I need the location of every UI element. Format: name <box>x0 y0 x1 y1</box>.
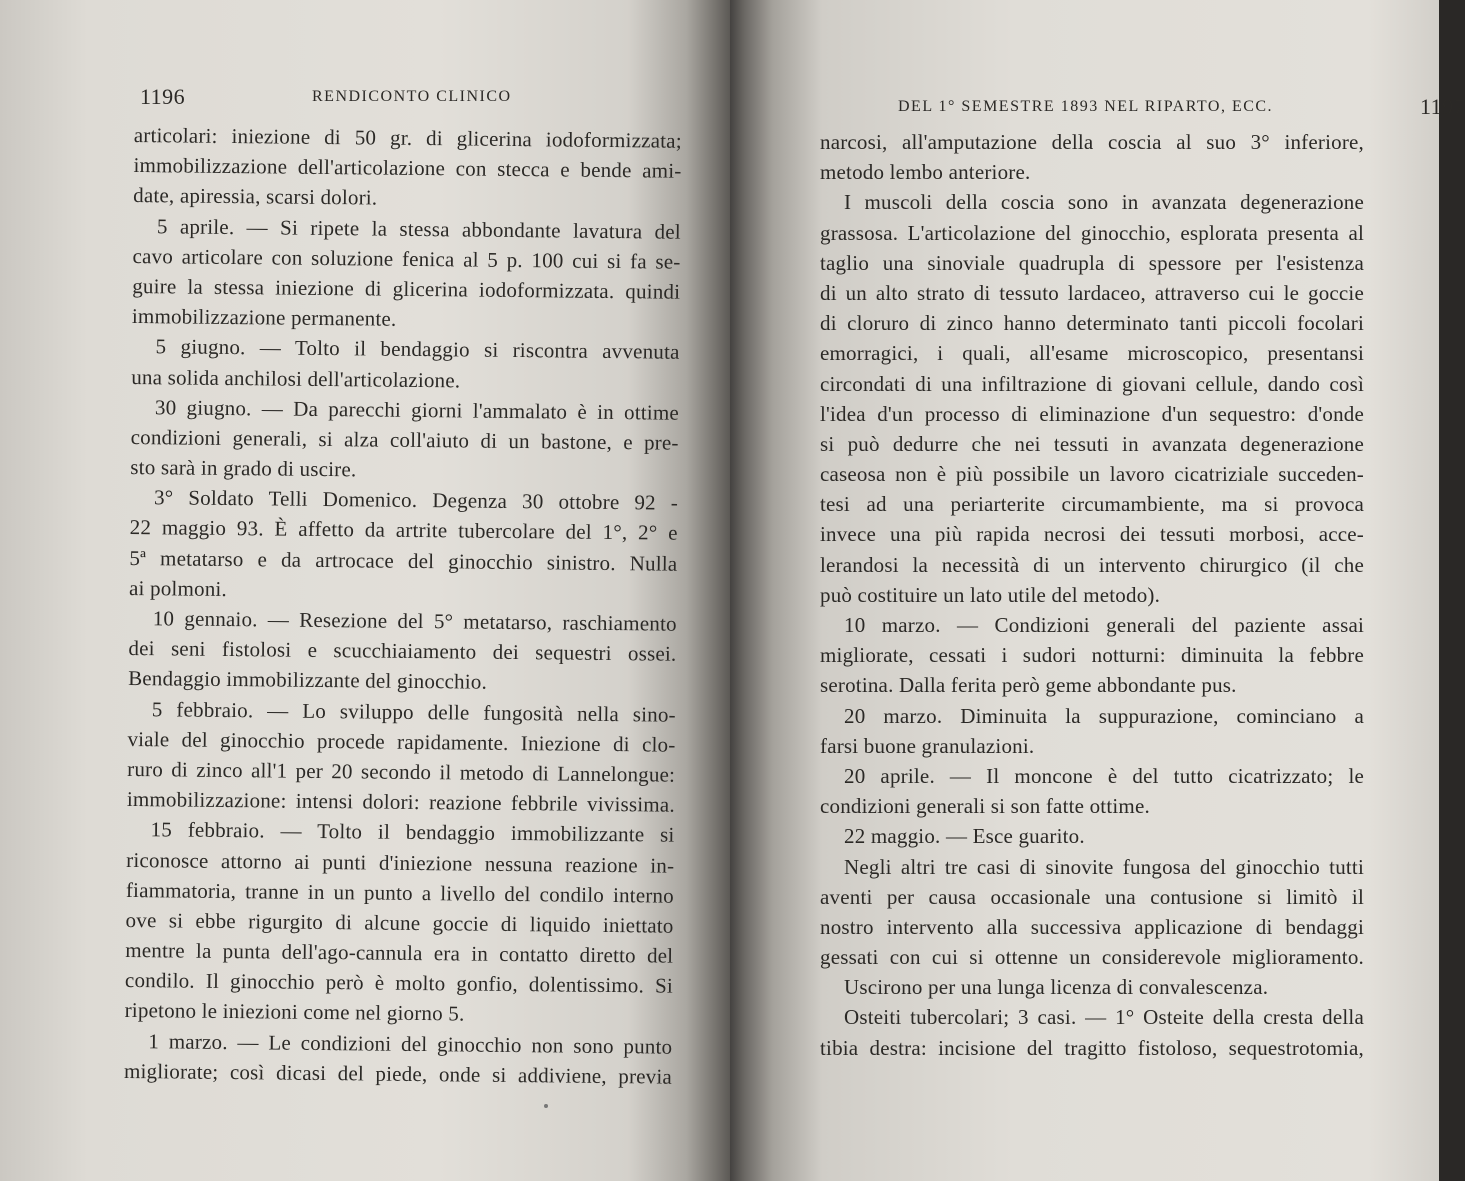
text-line: Osteiti tubercolari; 3 casi. — 1° Osteite della cresta della <box>844 1005 1364 1030</box>
text-line: può costituire un lato utile del metodo). <box>820 582 1161 607</box>
text-line: riconosce attorno ai punti d'iniezione nessuna reazione in- <box>126 847 675 878</box>
text-line: guire la stessa iniezione di glicerina iodoformizzata. quindi <box>132 273 681 304</box>
text-line: I muscoli della coscia sono in avanzata degenerazione <box>844 190 1364 215</box>
text-line: Negli altri tre casi di sinovite fungosa del ginocchio tutti <box>844 854 1364 879</box>
text-line: caseosa non è più possibile un lavoro cicatriziale succeden- <box>820 462 1364 487</box>
text-line: ai polmoni. <box>128 575 228 601</box>
text-line: ripetono le iniezioni come nel giorno 5. <box>124 998 465 1026</box>
text-line: immobilizzazione dell'articolazione con stecca e bende ami- <box>133 153 682 183</box>
running-head: RENDICONTO CLINICO <box>312 88 512 105</box>
text-line: di un alto strato di tessuto lardaceo, attraverso cui le goccie <box>820 280 1364 305</box>
text-line: 10 gennaio. — Resezione del 5° metatarso, raschiamento <box>152 606 677 636</box>
text-line: Bendaggio immobilizzante del ginocchio. <box>128 666 488 695</box>
text-line: farsi buone granulazioni. <box>820 733 1035 758</box>
text-line: ove si ebbe rigurgito di alcune goccie di liquido iniettato <box>125 907 674 938</box>
text-line: immobilizzazione permanente. <box>131 304 397 331</box>
text-line: narcosi, all'amputazione della coscia al suo 3° inferiore, <box>820 130 1364 154</box>
text-line: Uscirono per una lunga licenza di convalescenza. <box>844 975 1269 1000</box>
text-line: cavo articolare con soluzione fenica al 5 p. 100 cui si fa se- <box>132 243 681 274</box>
text-line: migliorate; così dicasi del piede, onde si addiviene, previa <box>123 1058 673 1089</box>
right-page-body <box>820 127 1364 1063</box>
text-line: 22 maggio 93. È affetto da artrite tubercolare del 1°, 2° e <box>129 515 678 546</box>
text-line: 3° Soldato Telli Domenico. Degenza 30 ottobre 92 - <box>153 485 679 515</box>
page-number: 1196 <box>140 84 186 109</box>
text-line: aventi per causa occasionale una contusione si limitò il <box>820 884 1364 909</box>
text-line: 5 aprile. — Si ripete la stessa abbondante lavatura del <box>156 213 681 244</box>
text-line: 1 marzo. — Le condizioni del ginocchio non sono punto <box>148 1028 673 1059</box>
text-line: di cloruro di zinco hanno determinato tanti piccoli focolari <box>820 311 1364 336</box>
text-line: invece una più rapida necrosi dei tessuti morbosi, acce- <box>820 522 1364 547</box>
text-line: 15 febbraio. — Tolto il bendaggio immobilizzante si <box>150 817 675 848</box>
text-line: ruro di zinco all'1 per 20 secondo il metodo di Lannelongue: <box>127 756 676 787</box>
left-page-body <box>124 120 682 1092</box>
text-line: tibia destra: incisione del tragitto fistoloso, sequestrotomia, <box>820 1035 1364 1060</box>
text-line: 5 febbraio. — Lo sviluppo delle fungosità nella sino- <box>151 696 676 727</box>
text-line: fiammatoria, tranne in un punto a livello del condilo interno <box>125 877 675 908</box>
running-head: DEL 1° SEMESTRE 1893 NEL RIPARTO, ECC. <box>898 98 1274 115</box>
right-page-header <box>730 94 1465 124</box>
text-line: viale del ginocchio procede rapidamente. Iniezione di clo- <box>127 726 676 757</box>
page-number: 1197 <box>1420 94 1465 119</box>
text-line: grassosa. L'articolazione del ginocchio, esplorata presenta al <box>820 220 1364 245</box>
right-page <box>730 0 1465 1181</box>
text-line: sto sarà in grado di uscire. <box>130 455 357 482</box>
text-line: condizioni generali, si alza coll'aiuto di un bastone, e pre- <box>130 424 679 455</box>
text-line: mentre la punta dell'ago-cannula era in contatto diretto del <box>125 938 674 968</box>
text-line: 30 giugno. — Da parecchi giorni l'ammalato è in ottime <box>154 394 680 425</box>
text-line: taglio una sinoviale quadrupla di spessore per l'esistenza <box>820 250 1364 275</box>
text-line: nostro intervento alla successiva applicazione di bendaggi <box>820 914 1364 939</box>
text-line: emorragici, i quali, all'esame microscopico, presentansi <box>820 341 1364 366</box>
text-line: dei seni fistolosi e scucchiaiamento dei sequestri ossei. <box>128 636 677 666</box>
text-line: circondati di una infiltrazione di giovani cellule, dando così <box>820 371 1364 396</box>
text-line: migliorate, cessati i sudori notturni: diminuita la febbre <box>820 643 1364 668</box>
text-line: 22 maggio. — Esce guarito. <box>844 824 1085 849</box>
text-line: 5 giugno. — Tolto il bendaggio si riscontra avvenuta <box>155 334 680 365</box>
text-line: 20 marzo. Diminuita la suppurazione, cominciano a <box>844 703 1364 728</box>
text-line: una solida anchilosi dell'articolazione. <box>131 364 461 392</box>
text-line: immobilizzazione: intensi dolori: reazione febbrile vivissima. <box>126 787 675 817</box>
text-line: 5ª metatarso e da artrocace del ginocchio sinistro. Nulla <box>129 545 678 576</box>
paper-speck <box>544 1104 548 1108</box>
text-line: gessati con cui si ottenne un considerevole miglioramento. <box>820 945 1364 970</box>
text-line: condizioni generali si son fatte ottime. <box>820 794 1150 819</box>
text-line: 10 marzo. — Condizioni generali del paziente assai <box>844 613 1364 637</box>
text-line: lerandosi la necessità di un intervento chirurgico (il che <box>820 552 1364 577</box>
text-line: condilo. Il ginocchio però è molto gonfio, dolentissimo. Si <box>124 968 674 998</box>
text-line: l'idea d'un processo di eliminazione d'un sequestro: d'onde <box>820 401 1364 426</box>
text-line: si può dedurre che nei tessuti in avanzata degenerazione <box>820 431 1364 456</box>
left-page <box>0 0 730 1181</box>
text-line: date, apiressia, scarsi dolori. <box>133 183 378 210</box>
left-page-header <box>0 84 730 114</box>
text-line: tesi ad una periarterite circumambiente, ma si provoca <box>820 492 1364 517</box>
text-line: 20 aprile. — Il moncone è del tutto cicatrizzato; le <box>844 763 1364 788</box>
text-line: metodo lembo anteriore. <box>820 160 1031 185</box>
text-line: articolari: iniezione di 50 gr. di glicerina iodoformizzata; <box>133 122 682 153</box>
text-line: serotina. Dalla ferita però geme abbondante pus. <box>820 673 1237 698</box>
